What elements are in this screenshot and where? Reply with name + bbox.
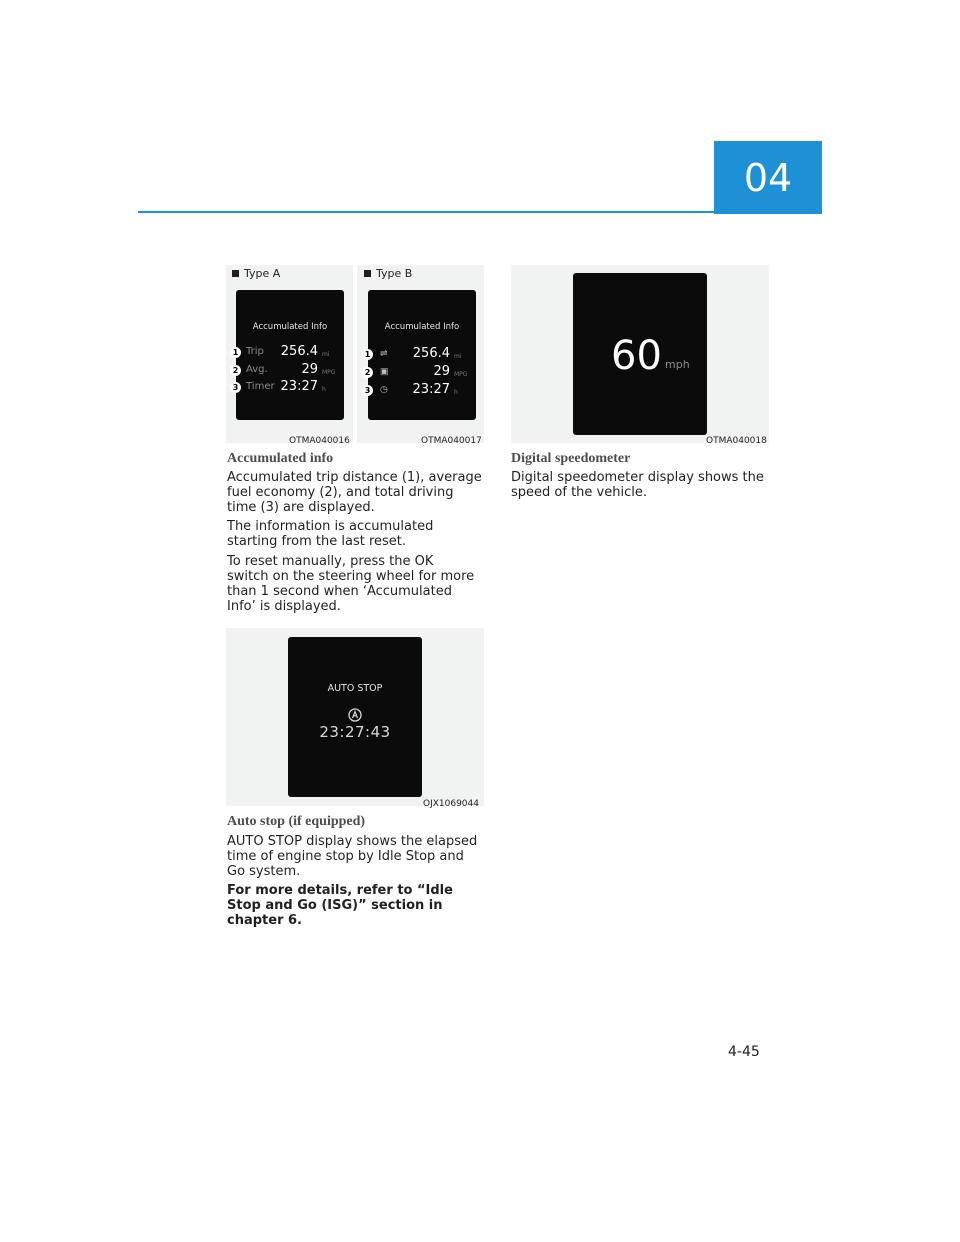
auto-stop-heading: Auto stop (if equipped) bbox=[227, 814, 366, 829]
figure-code-type-b: OTMA040017 bbox=[421, 436, 482, 446]
badge-1: 1 bbox=[230, 347, 241, 358]
auto-stop-icon bbox=[348, 708, 362, 722]
square-bullet-icon bbox=[364, 270, 371, 277]
timer-row bbox=[364, 382, 476, 398]
trip-row bbox=[364, 346, 476, 362]
figure-code-type-a: OTMA040016 bbox=[289, 436, 350, 446]
badge-2: 2 bbox=[230, 365, 241, 376]
badge-2: 2 bbox=[362, 367, 373, 378]
page-number: 4-45 bbox=[728, 1044, 760, 1060]
avg-unit: MPG bbox=[322, 369, 336, 376]
trip-unit: mi bbox=[322, 351, 330, 358]
avg-row bbox=[364, 364, 476, 380]
accumulated-heading: Accumulated info bbox=[227, 451, 334, 466]
speedometer-screen bbox=[573, 273, 707, 435]
speedometer-paragraph-1: Digital speedometer display shows the speed of the vehicle. bbox=[511, 470, 764, 500]
chapter-number: 04 bbox=[743, 155, 793, 200]
car-trip-icon: ⇌ bbox=[380, 348, 388, 358]
speed-value: 60 bbox=[611, 333, 662, 379]
timer-unit: h bbox=[322, 386, 326, 393]
trip-unit: mi bbox=[454, 353, 462, 360]
auto-stop-title: AUTO STOP bbox=[327, 683, 383, 694]
figure-code-speedometer: OTMA040018 bbox=[706, 436, 767, 446]
screen-title: Accumulated Info bbox=[252, 322, 328, 332]
screen-title: Accumulated Info bbox=[384, 322, 460, 332]
avg-label: Avg. bbox=[246, 364, 268, 375]
auto-stop-time: 23:27:43 bbox=[319, 723, 391, 741]
avg-unit: MPG bbox=[454, 371, 468, 378]
trip-value: 256.4 bbox=[280, 344, 318, 359]
timer-label: Timer bbox=[246, 381, 275, 392]
avg-value: 29 bbox=[301, 362, 318, 377]
badge-3: 3 bbox=[230, 382, 241, 393]
speedometer-heading: Digital speedometer bbox=[511, 451, 631, 466]
square-bullet-icon bbox=[232, 270, 239, 277]
auto-stop-paragraph-1: AUTO STOP display shows the elapsed time of engine stop by Idle Stop and Go system. bbox=[227, 834, 478, 879]
timer-unit: h bbox=[454, 389, 458, 396]
avg-row bbox=[232, 362, 344, 378]
speed-unit: mph bbox=[665, 358, 690, 371]
type-a-label-text: Type A bbox=[244, 267, 281, 280]
type-a-label bbox=[232, 267, 280, 280]
auto-stop-paragraph-2: For more details, refer to “Idle Stop and Go (ISG)” section in chapter 6. bbox=[227, 883, 453, 928]
avg-value: 29 bbox=[433, 364, 450, 379]
type-a-screen bbox=[232, 290, 344, 420]
figure-code-auto-stop: OJX1069044 bbox=[423, 799, 479, 809]
timer-row bbox=[232, 379, 344, 395]
clock-icon: ◷ bbox=[380, 384, 388, 394]
type-b-label bbox=[364, 267, 412, 280]
accumulated-paragraph-2: The information is accumulated starting from the last reset. bbox=[227, 519, 434, 549]
chapter-tab bbox=[714, 141, 822, 214]
chapter-rule bbox=[138, 211, 714, 213]
type-b-label-text: Type B bbox=[376, 267, 413, 280]
badge-1: 1 bbox=[362, 349, 373, 360]
fuel-pump-icon: ▣ bbox=[380, 366, 389, 376]
trip-row bbox=[232, 344, 344, 360]
trip-value: 256.4 bbox=[412, 346, 450, 361]
auto-stop-screen bbox=[288, 637, 422, 797]
timer-value: 23:27 bbox=[412, 382, 450, 397]
accumulated-paragraph-1: Accumulated trip distance (1), average fuel economy (2), and total driving time (3) are displayed. bbox=[227, 470, 482, 515]
trip-label: Trip bbox=[246, 346, 264, 357]
accumulated-paragraph-3: To reset manually, press the OK switch on the steering wheel for more than 1 second when ‘Accumulated Info’ is displayed. bbox=[227, 554, 475, 614]
timer-value: 23:27 bbox=[280, 379, 318, 394]
type-b-screen bbox=[364, 290, 476, 420]
badge-3: 3 bbox=[362, 385, 373, 396]
